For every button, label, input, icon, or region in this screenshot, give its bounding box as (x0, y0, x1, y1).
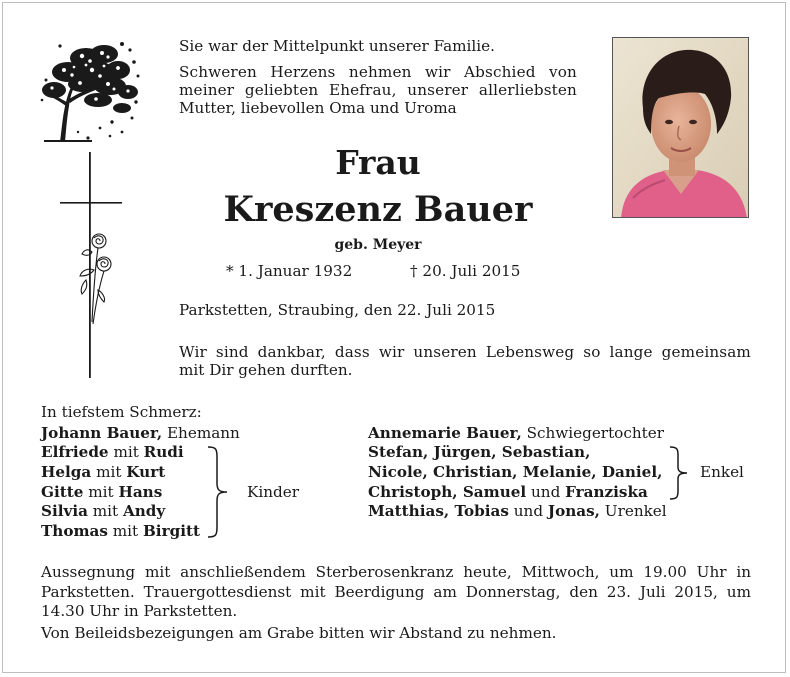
funeral-service-text: Aussegnung mit anschließendem Sterberosenkranz heute, Mittwoch, um 19.00 Uhr in Parkstetten. Trauergottesdienst mit Beerdigung am Donnerstag, den 23. Juli 2015, um 14.30 Uhr in Parkstetten. (41, 563, 751, 620)
mourners-heading: In tiefstem Schmerz: (41, 403, 202, 421)
intro-line: Sie war der Mittelpunkt unserer Familie. (179, 37, 495, 55)
daughter-in-law-line (368, 424, 664, 443)
great-grandchildren-names: Matthias, Tobias (368, 502, 509, 520)
child-line-2 (41, 463, 165, 482)
grandchildren-label: Enkel (700, 463, 744, 481)
grandchildren-names: Christoph, Samuel (368, 483, 527, 501)
thanks-line-1: Wir sind dankbar, dass wir unseren Lebensweg so lange gemeinsam (179, 343, 751, 361)
daughter-in-law-role: Schwiegertochter (526, 424, 664, 442)
partner-name: Birgitt (142, 522, 200, 540)
great-grandchildren-connector: und (513, 502, 544, 520)
child-line-3 (41, 483, 162, 502)
partner-name: Hans (118, 483, 163, 501)
rose-icon (80, 234, 111, 324)
birth-date: * 1. Januar 1932 (226, 262, 353, 280)
partner-name: Kurt (126, 463, 166, 481)
daughter-in-law-name: Annemarie Bauer, (368, 424, 522, 442)
partner-name: Andy (122, 502, 166, 520)
condolences-text: Von Beileidsbezeigungen am Grabe bitten wir Abstand zu nehmen. (41, 624, 557, 642)
death-date: † 20. Juli 2015 (410, 262, 521, 280)
child-line-4 (41, 502, 165, 521)
children-label: Kinder (247, 483, 299, 501)
grandchildren-last: Franziska (565, 483, 648, 501)
farewell-line-1: Schweren Herzens nehmen wir Abschied von (179, 63, 577, 81)
thanks-line-2: mit Dir gehen durften. (179, 361, 353, 379)
child-name: Gitte (41, 483, 84, 501)
grandchildren-line-3 (368, 483, 648, 502)
great-grandchildren-last: Jonas, (547, 502, 600, 520)
tree-icon (38, 36, 144, 144)
child-line-1 (41, 443, 184, 462)
grandchildren-brace (668, 445, 690, 501)
salutation: Frau (335, 143, 421, 182)
grandchildren-line-2: Nicole, Christian, Melanie, Daniel, (368, 463, 663, 481)
child-name: Thomas (41, 522, 108, 540)
child-name: Silvia (41, 502, 88, 520)
child-connector: mit (112, 522, 139, 540)
great-grandchildren-role: Urenkel (604, 502, 667, 520)
grandchildren-connector: und (531, 483, 561, 501)
husband-line (41, 424, 240, 443)
farewell-line-3: Mutter, liebevollen Oma und Uroma (179, 99, 457, 117)
child-connector: mit (113, 443, 139, 461)
child-line-5 (41, 522, 200, 541)
partner-name: Rudi (143, 443, 184, 461)
child-connector: mit (92, 502, 119, 520)
cross-icon (58, 152, 124, 378)
place-date: Parkstetten, Straubing, den 22. Juli 2015 (179, 301, 496, 319)
child-name: Elfriede (41, 443, 109, 461)
husband-role: Ehemann (166, 424, 240, 442)
grandchildren-line-1: Stefan, Jürgen, Sebastian, (368, 443, 591, 461)
maiden-name: geb. Meyer (334, 237, 422, 253)
husband-name: Johann Bauer, (41, 424, 163, 442)
deceased-name: Kreszenz Bauer (223, 189, 533, 230)
children-brace (206, 445, 230, 539)
child-connector: mit (88, 483, 114, 501)
child-name: Helga (41, 463, 92, 481)
child-connector: mit (96, 463, 122, 481)
portrait-photo (612, 37, 749, 218)
farewell-line-2: meiner geliebten Ehefrau, unserer allerliebsten (179, 81, 577, 99)
great-grandchildren-line (368, 502, 667, 521)
